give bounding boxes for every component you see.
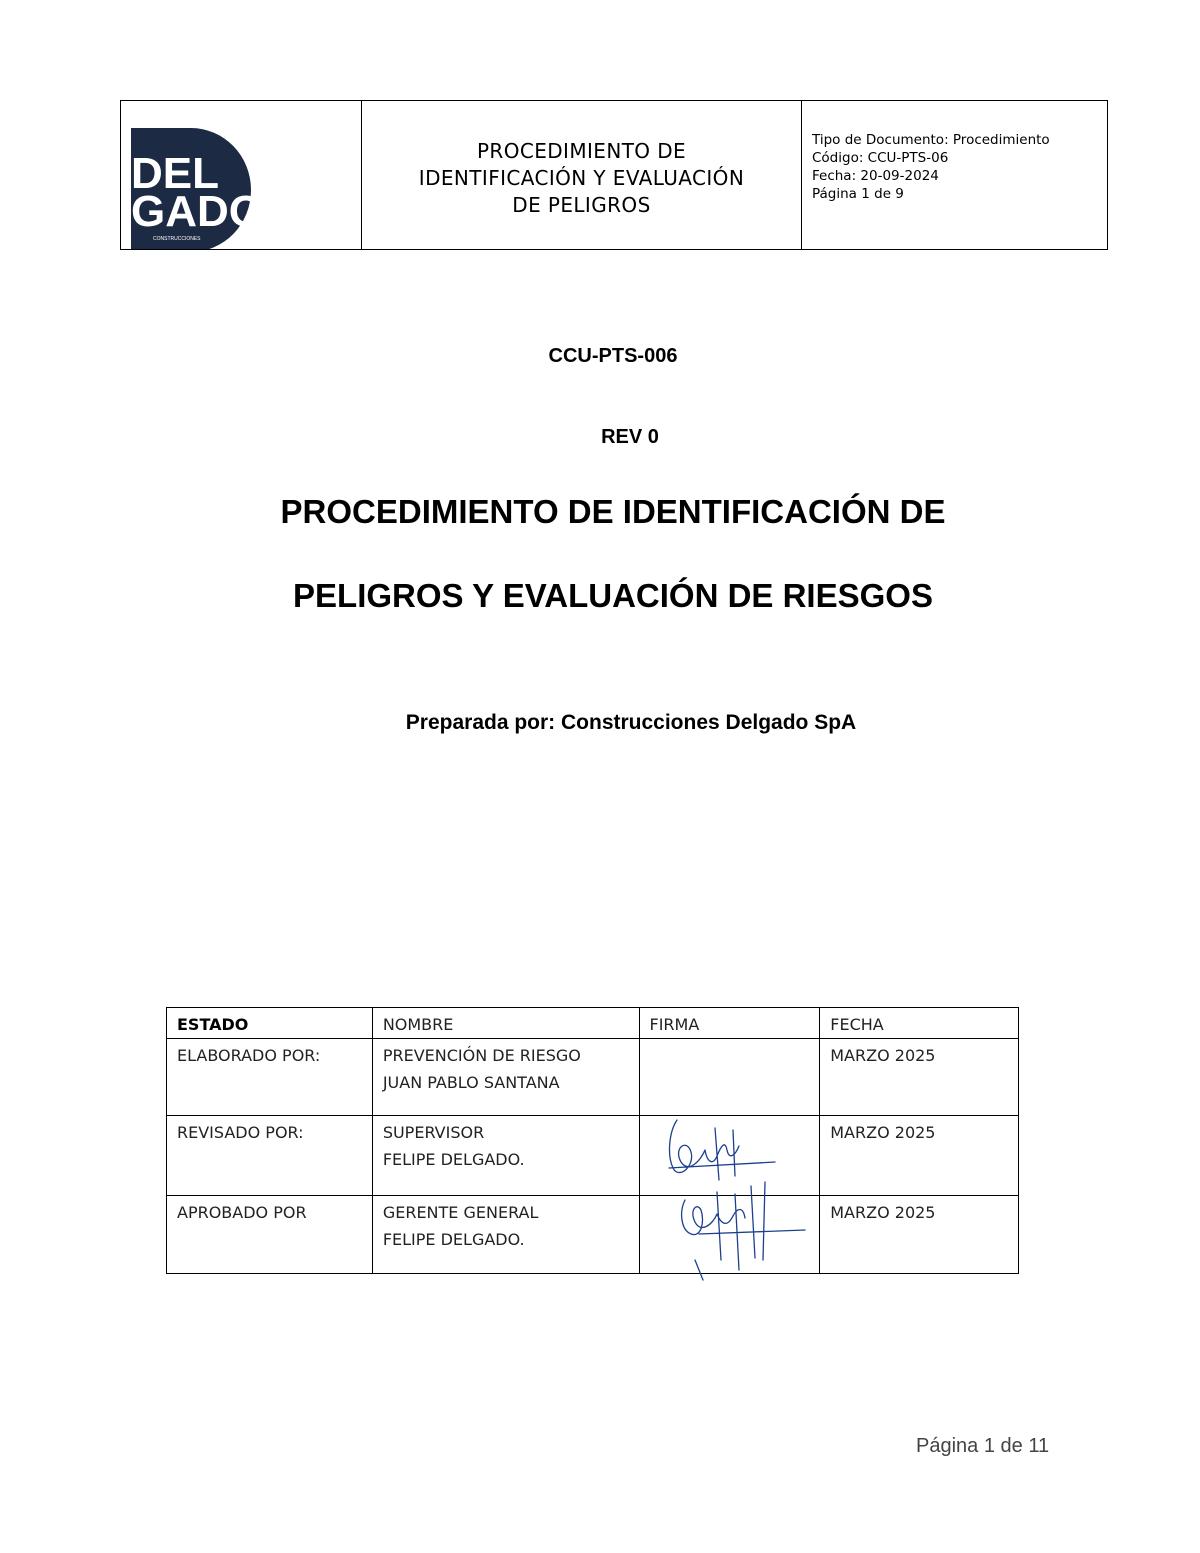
approval-table (166, 1007, 1019, 1274)
row-fecha: MARZO 2025 (820, 1039, 1019, 1116)
row-estado: ELABORADO POR: (167, 1039, 373, 1116)
document-code: CCU-PTS-006 (548, 345, 678, 367)
row-nombre (372, 1116, 639, 1196)
row-nombre-role: GERENTE GENERAL (382, 1203, 539, 1222)
meta-date: Fecha: 20-09-2024 (812, 168, 939, 184)
header-firma: FIRMA (639, 1008, 820, 1039)
row-nombre-person: FELIPE DELGADO. (382, 1230, 525, 1249)
row-fecha: MARZO 2025 (820, 1116, 1019, 1196)
logo-text-del: DEL (131, 149, 219, 198)
logo-text-gado: GADO (131, 187, 263, 236)
header-meta-cell (802, 101, 1107, 249)
signatures (655, 1110, 815, 1285)
logo-cell (121, 101, 362, 249)
header-title-line-2: IDENTIFICACIÓN Y EVALUACIÓN (418, 165, 745, 190)
meta-document-type: Tipo de Documento: Procedimiento (812, 132, 1050, 148)
logo-tagline: CONSTRUCCIONES (153, 236, 201, 242)
row-nombre-role: SUPERVISOR (382, 1123, 485, 1142)
signature-aprobado (682, 1182, 805, 1280)
document-header (120, 100, 1108, 250)
row-nombre (372, 1196, 639, 1274)
row-estado: REVISADO POR: (167, 1116, 373, 1196)
document-revision: REV 0 (601, 426, 659, 448)
row-nombre-person: JUAN PABLO SANTANA (382, 1073, 560, 1092)
prepared-by: Preparada por: Construcciones Delgado SpA (405, 711, 857, 734)
row-nombre-role: PREVENCIÓN DE RIESGO (382, 1046, 581, 1065)
document-title-line-1: PROCEDIMIENTO DE IDENTIFICACIÓN DE (280, 493, 946, 530)
header-title-cell (362, 101, 802, 249)
table-row (167, 1196, 1019, 1274)
row-nombre (372, 1039, 639, 1116)
table-row (167, 1116, 1019, 1196)
header-title-line-3: DE PELIGROS (512, 192, 651, 217)
signature-revisado (669, 1120, 775, 1180)
document-title-line-2: PELIGROS Y EVALUACIÓN DE RIESGOS (293, 577, 933, 614)
row-fecha: MARZO 2025 (820, 1196, 1019, 1274)
header-nombre: NOMBRE (372, 1008, 639, 1039)
company-logo (131, 128, 362, 249)
header-fecha: FECHA (820, 1008, 1019, 1039)
row-estado: APROBADO POR (167, 1196, 373, 1274)
row-firma (639, 1039, 820, 1116)
table-header-row (167, 1008, 1019, 1039)
meta-page: Página 1 de 9 (812, 186, 904, 202)
row-nombre-person: FELIPE DELGADO. (382, 1150, 525, 1169)
header-title-line-1: PROCEDIMIENTO DE (476, 138, 687, 163)
header-estado: ESTADO (167, 1008, 373, 1039)
document-title (0, 470, 1200, 638)
meta-code: Código: CCU-PTS-06 (812, 150, 949, 166)
page-number: Página 1 de 11 (916, 1435, 1050, 1457)
table-row (167, 1039, 1019, 1116)
